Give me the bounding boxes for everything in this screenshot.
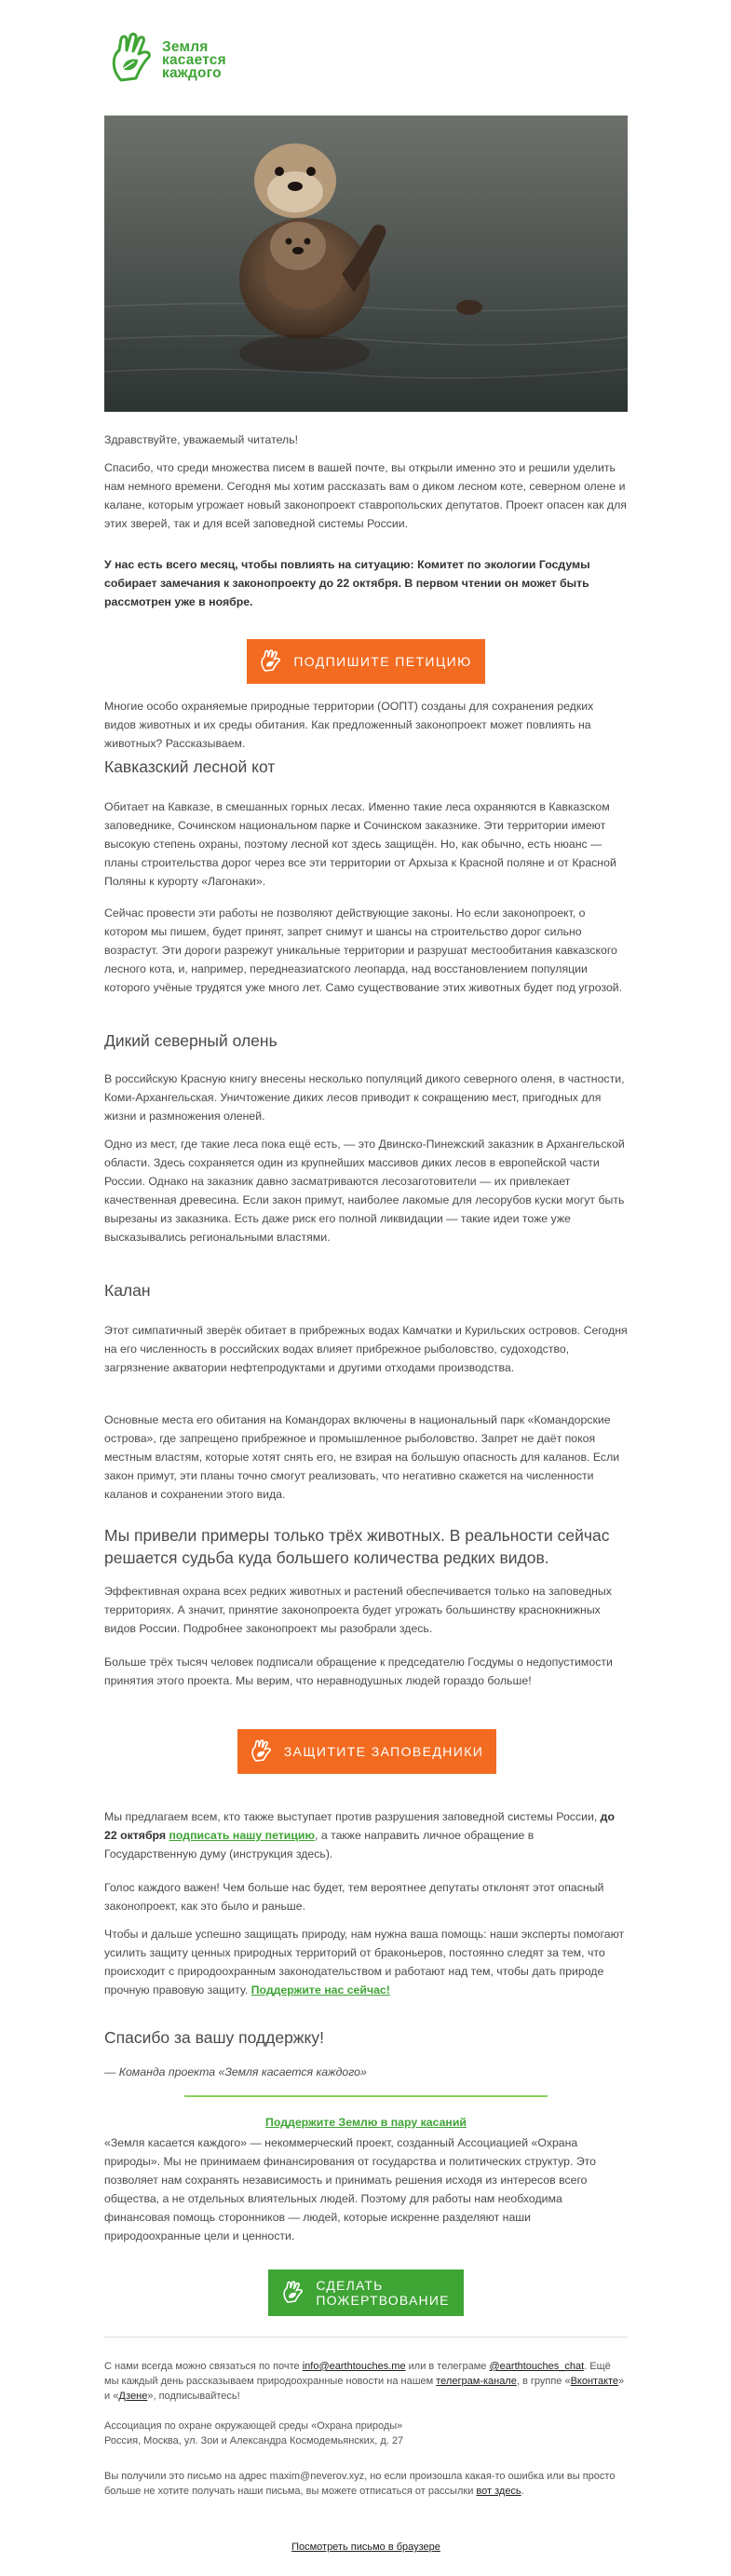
thanks-heading: Спасибо за вашу поддержку! — [104, 2028, 324, 2047]
footer-text: . Ещё мы каждый день рассказываем природоохранные новости на нашем — [104, 2361, 611, 2387]
summary-title: Мы привели примеры только трёх животных. В реальности сейчас решается судьба куда большего количества редких видов. — [104, 1526, 610, 1567]
telegram-channel-link[interactable]: телеграм-канале — [436, 2376, 517, 2387]
footer-text: » и « — [104, 2376, 625, 2402]
logo[interactable] — [110, 32, 268, 89]
vk-link[interactable]: Вконтакте — [570, 2376, 619, 2387]
section-title-deer: Дикий северный олень — [104, 1031, 278, 1050]
hand-leaf-icon — [282, 2281, 306, 2305]
deadline-date: до 22 октября — [104, 1810, 615, 1842]
voice-paragraph: Голос каждого важен! Чем больше нас будет, тем вероятнее депутаты отклонят этот опасный законопроект, как это было и раньше. — [104, 1881, 604, 1913]
signature: — Команда проекта «Земля касается каждого» — [104, 2065, 367, 2079]
donate-paragraph: «Земля касается каждого» — некоммерческий проект, созданный Ассоциацией «Охрана природы». Мы не принимаем финансирования от государства и политических структур. Это позволяет нам сохранять независимость и принимать решения исходя из интересов всего общества, а не отдельных влиятельных людей. Поэтому для работы нам необходима финансовая помощь сторонников — людей, которые искренне разделяют наши природоохранные цели и ценности. — [104, 2136, 596, 2242]
footer-unsubscribe — [104, 2469, 628, 2499]
telegram-chat-link[interactable]: @earthtouches_chat — [489, 2361, 585, 2372]
org-name: Ассоциация по охране окружающей среды «Охрана природы» — [104, 2420, 403, 2432]
button-label-line: СДЕЛАТЬ — [316, 2278, 384, 2293]
sea-otter-photo — [104, 116, 628, 412]
petition-link[interactable]: подписать нашу петицию — [169, 1829, 315, 1842]
button-label: ЗАЩИТИТЕ ЗАПОВЕДНИКИ — [283, 1744, 484, 1759]
greeting: Здравствуйте, уважаемый читатель! — [104, 433, 299, 446]
donate-button[interactable] — [268, 2269, 464, 2316]
dzen-link[interactable]: Дзене — [118, 2391, 148, 2402]
section-title-otter: Калан — [104, 1281, 151, 1300]
deer-paragraph: В российскую Красную книгу внесены несколько популяций дикого северного оленя, в частности, Коми-Архангельская. Уничтожение диких лесов приводит к сокращению мест, пригодных для жизни и размножения оленей. — [104, 1072, 625, 1123]
footer-text: , в группе « — [516, 2376, 571, 2387]
unsubscribe-link[interactable]: вот здесь — [476, 2486, 521, 2497]
button-label-line: ПОЖЕРТВОВАНИЕ — [316, 2293, 450, 2308]
footer-text: Вы получили это письмо на адрес — [104, 2471, 270, 2482]
oopt-paragraph: Многие особо охраняемые природные территории (ООПТ) созданы для сохранения редких видов животных и их среды обитания. Как предложенный законопроект может повлиять на животных? Рассказываем. — [104, 700, 594, 750]
deadline-text: У нас есть всего месяц, чтобы повлиять на ситуацию: Комитет по экологии Госдумы собирает замечания к законопроекту до 22 октября. В первом чтении он может быть рассмотрен уже в ноябре. — [104, 558, 590, 608]
summary-paragraph: Больше трёх тысяч человек подписали обращение к председателю Госдумы о недопустимости принятия этого проекта. Мы верим, что неравнодушных людей гораздо больше! — [104, 1656, 613, 1687]
action-paragraph — [104, 1807, 628, 1863]
hand-leaf-icon — [110, 32, 156, 86]
logo-wordmark — [162, 41, 274, 80]
hand-leaf-icon — [260, 649, 284, 674]
divider — [184, 2095, 548, 2097]
footer-text: С нами всегда можно связаться по почте — [104, 2361, 303, 2372]
cat-paragraph: Обитает на Кавказе, в смешанных горных лесах. Именно такие леса охраняются в Кавказском заповеднике, Сочинском национальном парке и Сочинском заказнике. Эти территории имеют высокую степень охраны, поэтому лесной кот здесь защищён. Но, как обычно, есть нюанс — планы строительства дорог через все эти территории от Архыза к Красной поляне и от Красной Поляны к курорту «Лагонаки». — [104, 800, 616, 888]
recipient-address: maxim@neverov.xyz — [269, 2471, 365, 2482]
sign-petition-button[interactable] — [247, 639, 485, 684]
logo-line: Земля — [162, 39, 209, 55]
footer-org — [104, 2419, 628, 2448]
otter-paragraph: Этот симпатичный зверёк обитает в прибрежных водах Камчатки и Курильских островов. Сегодня на его численность в российских водах влияет прибрежное рыболовство, судоходство, загрязнение акватории нефтепродуктами и другими отходами производства. — [104, 1324, 628, 1374]
browser-view — [104, 2540, 628, 2555]
logo-line: каждого — [162, 65, 222, 81]
action-text: , а также направить личное обращение в Государственную думу (инструкция здесь). — [104, 1829, 535, 1860]
footer-text: , но если произошла какая-то ошибка или вы просто больше не хотите получать наши письма, вы можете отписаться от рассылки — [104, 2471, 616, 2497]
section-title-cat: Кавказский лесной кот — [104, 757, 276, 776]
intro-deadline — [104, 555, 628, 611]
footer-text: », подписывайтесь! — [147, 2391, 240, 2402]
support-now-link[interactable]: Поддержите нас сейчас! — [250, 1983, 390, 1997]
support-text: Чтобы и дальше успешно защищать природу, нам нужна ваша помощь: наши эксперты помогают усилить защиту ценных природных территорий от браконьеров, постоянно следят за тем, что происходит с природоохранным законодательством и работают над тем, чтобы дать природе прочную правовую защиту. — [104, 1928, 625, 1997]
hero-image — [104, 116, 628, 412]
footer-text: или в телеграме — [405, 2361, 490, 2372]
email-link[interactable]: info@earthtouches.me — [302, 2361, 406, 2372]
view-in-browser-link[interactable]: Посмотреть письмо в браузере — [291, 2542, 440, 2553]
deer-paragraph: Одно из мест, где такие леса пока ещё есть, — это Двинско-Пинежский заказник в Архангельской области. Здесь сохраняется один из крупнейших массивов диких лесов в европейской части России. Однако на заказник давно засматриваются лесозаготовители — их привлекает качественная древесина. Если закон примут, наиболее лакомые для лесорубов куски могут быть вырезаны из заказника. Есть даже риск его полной ликвидации — такие идеи тоже уже высказывались региональными властями. — [104, 1138, 625, 1244]
support-paragraph — [104, 1925, 628, 1999]
protect-reserves-button[interactable] — [237, 1729, 496, 1774]
cat-paragraph: Сейчас провести эти работы не позволяют действующие законы. Но если законопроект, о котором мы пишем, будет принят, запрет снимут и шансы на строительство дорог сильно возрастут. Эти дороги разрежут уникальные территории и разрушат местообитания кавказского лесного кота, и, например, переднеазиатского леопарда, над восстановлением популяции которого учёные трудятся уже много лет. Само существование этих животных будет под угрозой. — [104, 906, 623, 994]
footer-contacts — [104, 2359, 628, 2404]
button-label — [316, 2278, 449, 2308]
action-text: Мы предлагаем всем, кто также выступает против разрушения заповедной системы России, — [104, 1810, 601, 1823]
intro-paragraph: Спасибо, что среди множества писем в вашей почте, вы открыли именно это и решили уделить нам немного времени. Сегодня мы хотим рассказать вам о диком лесном коте, северном олене и калане, которым угрожает новый законопроект ставропольских депутатов. Проект опасен как для этих зверей, так и для всей заповедной системы России. — [104, 461, 627, 530]
button-label: ПОДПИШИТЕ ПЕТИЦИЮ — [293, 654, 472, 669]
hand-leaf-icon — [250, 1739, 275, 1764]
donate-heading — [104, 2113, 628, 2132]
donate-heading-link[interactable]: Поддержите Землю в пару касаний — [265, 2116, 467, 2129]
logo-line: касается — [162, 52, 226, 68]
summary-paragraph: Эффективная охрана всех редких животных и растений обеспечивается только на заповедных территориях. А значит, принятие законопроекта будет угрожать большинству краснокнижных видов России. Подробнее законопроект мы разобрали здесь. — [104, 1585, 612, 1635]
org-address: Россия, Москва, ул. Зои и Александра Космодемьянских, д. 27 — [104, 2435, 404, 2447]
footer-text: . — [521, 2486, 524, 2497]
otter-paragraph: Основные места его обитания на Командорах включены в национальный парк «Командорские острова», где запрещено прибрежное и промышленное рыболовство. Запрет не даёт покоя местным властям, которые хотят снять его, не взирая на большую опасность для каланов. Если закон примут, эти планы точно смогут реализовать, что негативно скажется на численности каланов и сохранении этого вида. — [104, 1413, 620, 1501]
